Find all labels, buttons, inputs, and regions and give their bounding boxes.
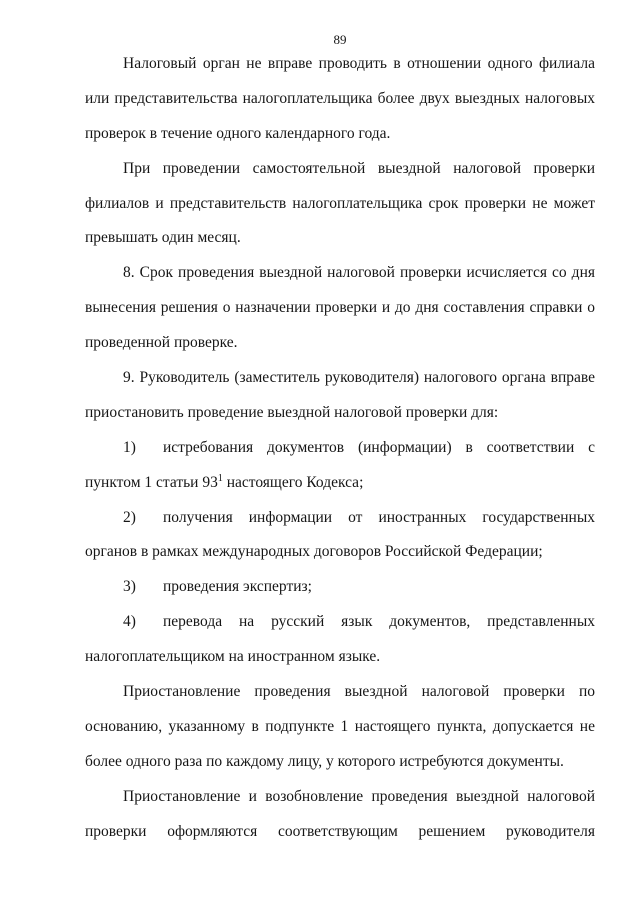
paragraph — [85, 675, 595, 780]
text-line: более одного раза по каждому лицу, у которого истребуются документы. — [85, 752, 564, 770]
text-line: Налоговый орган не вправе проводить в отношении одного филиала — [123, 55, 595, 72]
text-line: вынесения решения о назначении проверки и до дня составления справки о — [85, 299, 595, 317]
list-item-text: перевода на русский язык документов, представленных — [163, 613, 595, 631]
text-line — [85, 570, 595, 605]
text-line: органов в рамках международных договоров Российской Федерации; — [85, 543, 543, 561]
text-line: проверок в течение одного календарного года. — [85, 124, 391, 142]
list-number: 1) — [123, 438, 136, 456]
paragraph — [85, 47, 595, 152]
list-item-text: истребования документов (информации) в соответствии с — [163, 438, 595, 456]
page-number: 89 — [333, 32, 347, 47]
text-line: филиалов и представительств налогоплательщика срок проверки не может — [85, 194, 595, 212]
list-item — [85, 431, 595, 501]
text-line: 9. Руководитель (заместитель руководителя) налогового органа вправе — [123, 369, 595, 387]
text-line: Приостановление и возобновление проведения выездной налоговой — [123, 787, 595, 805]
paragraph — [85, 780, 595, 850]
text-line: проведенной проверке. — [85, 334, 238, 352]
text-line: приостановить проведение выездной налоговой проверки для: — [85, 403, 499, 421]
document-body — [85, 47, 595, 849]
text-line — [85, 501, 595, 536]
list-item-text: проведения экспертиз; — [163, 578, 312, 596]
list-item-text: получения информации от иностранных государственных — [163, 508, 595, 526]
paragraph — [85, 152, 595, 257]
text-line: проверки оформляются соответствующим решением руководителя — [85, 822, 595, 840]
text-line: При проведении самостоятельной выездной налоговой проверки — [123, 159, 595, 177]
list-item — [85, 570, 595, 605]
list-number: 3) — [123, 578, 136, 596]
article-superscript: 1 — [217, 472, 223, 484]
list-item — [85, 501, 595, 571]
list-item-text: пунктом 1 статьи 93 — [85, 473, 218, 491]
text-line — [85, 605, 595, 640]
text-line — [85, 466, 595, 501]
text-line: основанию, указанному в подпункте 1 настоящего пункта, допускается не — [85, 717, 595, 735]
paragraph — [85, 361, 595, 431]
list-number: 4) — [123, 613, 136, 631]
list-item — [85, 605, 595, 675]
list-item-text: настоящего Кодекса; — [222, 473, 364, 491]
text-line: Приостановление проведения выездной налоговой проверки по — [123, 683, 595, 701]
text-line: или представительства налогоплательщика более двух выездных налоговых — [85, 89, 595, 107]
paragraph — [85, 256, 595, 361]
text-line: налогоплательщиком на иностранном языке. — [85, 648, 381, 666]
text-line: 8. Срок проведения выездной налоговой проверки исчисляется со дня — [123, 264, 595, 282]
list-number: 2) — [123, 508, 136, 526]
text-line — [85, 431, 595, 466]
text-line: превышать один месяц. — [85, 229, 241, 247]
